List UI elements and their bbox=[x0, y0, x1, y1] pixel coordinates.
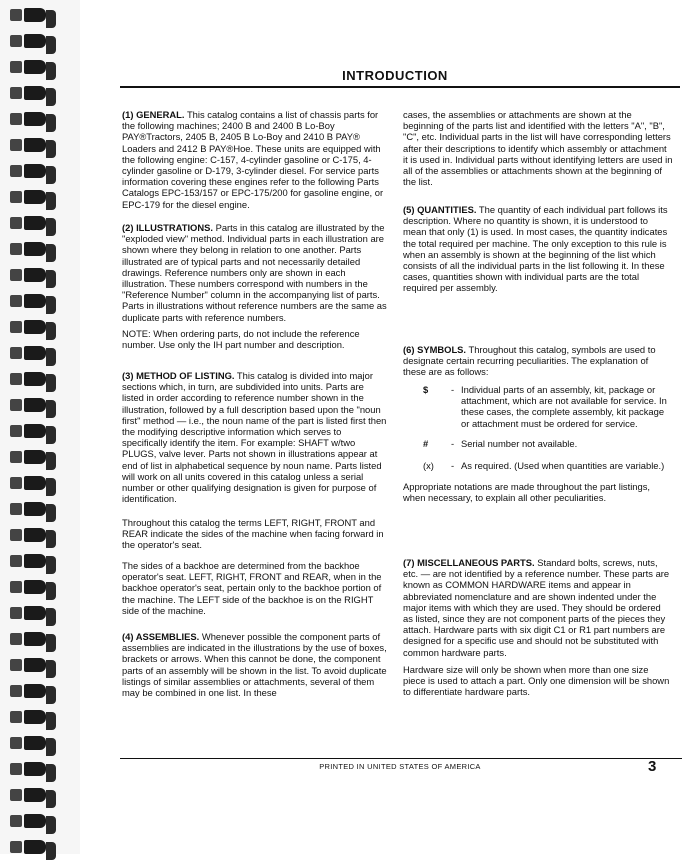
binding-hole bbox=[10, 61, 22, 73]
binding-ring bbox=[24, 632, 46, 646]
binding-ring bbox=[24, 606, 46, 620]
section-text: The sides of a backhoe are determined from the backhoe operator's seat. LEFT, RIGHT, FRONT and REAR, when in the backhoe operator's seat, pertain only to the backhoe portion of the machine. The LEFT side of the backhoe is on the RIGHT side of the machine. bbox=[122, 560, 382, 616]
symbol-key: (x) bbox=[423, 460, 434, 471]
binding-hole bbox=[10, 321, 22, 333]
binding-hole bbox=[10, 373, 22, 385]
page-number: 3 bbox=[648, 758, 657, 775]
binding-ring bbox=[24, 372, 46, 386]
footer-printed-in: PRINTED IN UNITED STATES OF AMERICA bbox=[319, 762, 481, 771]
section-method-of-listing bbox=[122, 370, 388, 504]
binding-ring bbox=[24, 814, 46, 828]
binding-hole bbox=[10, 659, 22, 671]
section-text: Hardware size will only be shown when more than one size piece is used to attach a part. Only one dimension will be shown to differentiate hardware parts. bbox=[403, 664, 670, 698]
paragraph bbox=[403, 344, 673, 378]
binding-ring bbox=[24, 60, 46, 74]
symbol-description: As required. (Used when quantities are variable.) bbox=[461, 460, 665, 471]
footer-divider bbox=[120, 758, 682, 759]
section-text: This catalog is divided into major sections which, in turn, are subdivided into units. Parts are listed in order according to reference number shown in the illustration, followed by a full description based upon the "noun first" method — i.e., the noun name of the part is listed first then the modifying descriptive information which serves to specifically identify the item. For example: SHAFT w/two PLUGS, valve lever. Parts not shown in illustrations appear at end of list in alphabetical sequence by noun name. Parts listed will work on all units covered in this catalog unless a serial number or other qualifying designation is given for purpose of identification. bbox=[122, 370, 387, 505]
paragraph bbox=[403, 204, 673, 294]
binding-ring bbox=[24, 762, 46, 776]
section-text: The quantity of each individual part follows its description. Where no quantity is shown, it is understood to mean that only (1) is used. In most cases, the quantity indicates the total required per machine. The only exception to this rule is when an assembly is shown at the beginning of the list which consists of all the individual parts in the list following it. In these cases, quantities shown with individual parts are the total required per assembly. bbox=[403, 204, 668, 294]
binding-hole bbox=[10, 425, 22, 437]
binding-hole bbox=[10, 503, 22, 515]
binding-ring bbox=[24, 398, 46, 412]
section-text: cases, the assemblies or attachments are shown at the beginning of the parts list and identified with the letters "A", "B", "C", etc. Individual parts in the list will have corresponding letters after their descriptions to identify which assembly or attachment it is used in. Individual parts without identifying letters are used in all of the assemblies or attachments shown at the beginning of the list. bbox=[403, 109, 673, 188]
paragraph bbox=[122, 517, 388, 551]
binding-ring bbox=[24, 788, 46, 802]
binding-ring bbox=[24, 580, 46, 594]
binding-ring bbox=[24, 216, 46, 230]
binding-ring bbox=[24, 8, 46, 22]
binding-ring bbox=[24, 164, 46, 178]
binding-hole bbox=[10, 815, 22, 827]
binding-hole bbox=[10, 841, 22, 853]
section-heading: (7) MISCELLANEOUS PARTS. bbox=[403, 557, 535, 568]
binding-ring bbox=[24, 684, 46, 698]
section-text: Whenever possible the component parts of assemblies are indicated in the illustrations by the use of boxes, brackets or arrows. When this cannot be done, the component parts of an assembly will be shown in the list. To avoid duplicate listings of similar assemblies or attachments, several of them may be combined in one list. In these bbox=[122, 631, 387, 699]
binding-hole bbox=[10, 295, 22, 307]
section-text: Throughout this catalog, symbols are used to designate certain recurring peculiarities. The explanation of these are as follows: bbox=[403, 344, 656, 378]
section-text: This catalog contains a list of chassis parts for the following machines; 2400 B and 2400 B Lo-Boy PAY®Tractors, 2405 B, 2405 B Lo-Boy and 2410 B PAY® Loaders and 2412 B PAY®Hoe. These units are equipped with the following engine: C-157, 4-cylinder gasoline or C-175, 4-cylinder gasoline or D-179, 3-cylinder diesel. For service parts information covering these engines refer to the following Parts Catalogs EPC-153/157 or EPC-175/200 for gasoline engine, or EPC-179 for the diesel engine. bbox=[122, 109, 384, 210]
paragraph bbox=[122, 328, 388, 350]
binding-ring bbox=[24, 320, 46, 334]
binding-hole bbox=[10, 165, 22, 177]
paragraph bbox=[122, 109, 388, 210]
binding-ring bbox=[24, 242, 46, 256]
binding-ring bbox=[24, 86, 46, 100]
section-symbols bbox=[403, 344, 673, 378]
title-divider bbox=[120, 86, 680, 88]
binding-ring bbox=[24, 658, 46, 672]
binding-hole bbox=[10, 685, 22, 697]
section-text: Appropriate notations are made throughout the part listings, when necessary, to explain all other peculiarities. bbox=[403, 481, 651, 504]
section-illustrations bbox=[122, 222, 388, 323]
section-text: Parts in this catalog are illustrated by the "exploded view" method. Individual parts in each illustration are shown where they belong in relation to one another. Parts illustrated are of typical parts and not necessarily detailed drawings. Reference numbers only are shown in each illustration. These numbers correspond with numbers in the "Reference Number" column in the accompanying list of parts. Parts in illustrations without reference numbers are the same as duplicate parts with reference numbers. bbox=[122, 222, 387, 323]
paragraph bbox=[403, 557, 673, 658]
binding-ring bbox=[24, 112, 46, 126]
binding-ring bbox=[24, 502, 46, 516]
symbol-key: # bbox=[423, 438, 429, 449]
binding-hole bbox=[10, 35, 22, 47]
binding-hole bbox=[10, 763, 22, 775]
binding-hole bbox=[10, 789, 22, 801]
binding-ring bbox=[24, 476, 46, 490]
sides-paragraph bbox=[122, 517, 388, 551]
paragraph bbox=[403, 481, 673, 503]
binding-hole bbox=[10, 477, 22, 489]
paragraph bbox=[122, 370, 388, 504]
symbol-key: $ bbox=[423, 384, 429, 395]
binding-hole bbox=[10, 607, 22, 619]
symbol-dash: - bbox=[451, 460, 455, 471]
section-text: Standard bolts, screws, nuts, etc. — are not identified by a reference number. These parts are known as COMMON HARDWARE items and appear in abbreviated nomenclature and are shown indented under the major items with which they are used. They should be ordered as listed, since they are not component parts of the pieces they attach. Hardware parts with six digit C1 or R1 part numbers are designed for a specific use and should not be substituted with common hardware parts. bbox=[403, 557, 670, 658]
symbol-description: Serial number not available. bbox=[461, 438, 578, 449]
paragraph bbox=[403, 109, 673, 187]
binding-hole bbox=[10, 347, 22, 359]
binding-hole bbox=[10, 399, 22, 411]
section-heading: (6) SYMBOLS. bbox=[403, 344, 467, 355]
binding-hole bbox=[10, 269, 22, 281]
section-heading: (4) ASSEMBLIES. bbox=[122, 631, 200, 642]
symbol-description: Individual parts of an assembly, kit, package or attachment, which are not available for service. In these cases, the complete assembly, kit package or attachment must be ordered for service. bbox=[461, 384, 667, 429]
symbol-dash: - bbox=[451, 384, 455, 395]
binding-hole bbox=[10, 711, 22, 723]
binding-hole bbox=[10, 529, 22, 541]
binding-ring bbox=[24, 710, 46, 724]
binding-ring bbox=[24, 34, 46, 48]
hardware-size-paragraph bbox=[403, 664, 673, 698]
binding-ring bbox=[24, 554, 46, 568]
binding-ring bbox=[24, 424, 46, 438]
section-heading: (5) QUANTITIES. bbox=[403, 204, 477, 215]
paragraph bbox=[403, 664, 673, 698]
binding-ring bbox=[24, 736, 46, 750]
section-heading: (2) ILLUSTRATIONS. bbox=[122, 222, 213, 233]
binding-hole bbox=[10, 217, 22, 229]
paragraph bbox=[122, 631, 388, 698]
backhoe-paragraph bbox=[122, 560, 388, 616]
binding-hole bbox=[10, 87, 22, 99]
binding-ring bbox=[24, 528, 46, 542]
section-text: NOTE: When ordering parts, do not include the reference number. Use only the IH part number and description. bbox=[122, 328, 360, 351]
spiral-binding bbox=[0, 0, 80, 854]
binding-ring bbox=[24, 450, 46, 464]
section-general bbox=[122, 109, 388, 210]
binding-hole bbox=[10, 9, 22, 21]
paragraph bbox=[122, 222, 388, 323]
binding-hole bbox=[10, 737, 22, 749]
binding-ring bbox=[24, 268, 46, 282]
binding-hole bbox=[10, 139, 22, 151]
binding-hole bbox=[10, 555, 22, 567]
binding-ring bbox=[24, 190, 46, 204]
binding-hole bbox=[10, 113, 22, 125]
binding-ring bbox=[24, 840, 46, 854]
binding-hole bbox=[10, 581, 22, 593]
section-heading: (1) GENERAL. bbox=[122, 109, 185, 120]
binding-ring bbox=[24, 346, 46, 360]
section-miscellaneous-parts bbox=[403, 557, 673, 658]
page-title: INTRODUCTION bbox=[342, 68, 448, 83]
binding-hole bbox=[10, 243, 22, 255]
binding-hole bbox=[10, 451, 22, 463]
section-heading: (3) METHOD OF LISTING. bbox=[122, 370, 235, 381]
section-quantities bbox=[403, 204, 673, 294]
symbol-dash: - bbox=[451, 438, 455, 449]
section-assemblies bbox=[122, 631, 388, 698]
notations-paragraph bbox=[403, 481, 673, 503]
section-text: Throughout this catalog the terms LEFT, RIGHT, FRONT and REAR indicate the sides of the machine when facing forward in the operator's seat. bbox=[122, 517, 384, 551]
paragraph bbox=[122, 560, 388, 616]
binding-hole bbox=[10, 191, 22, 203]
binding-hole bbox=[10, 633, 22, 645]
note-paragraph bbox=[122, 328, 388, 350]
binding-ring bbox=[24, 138, 46, 152]
assemblies-continued bbox=[403, 109, 673, 187]
binding-ring bbox=[24, 294, 46, 308]
